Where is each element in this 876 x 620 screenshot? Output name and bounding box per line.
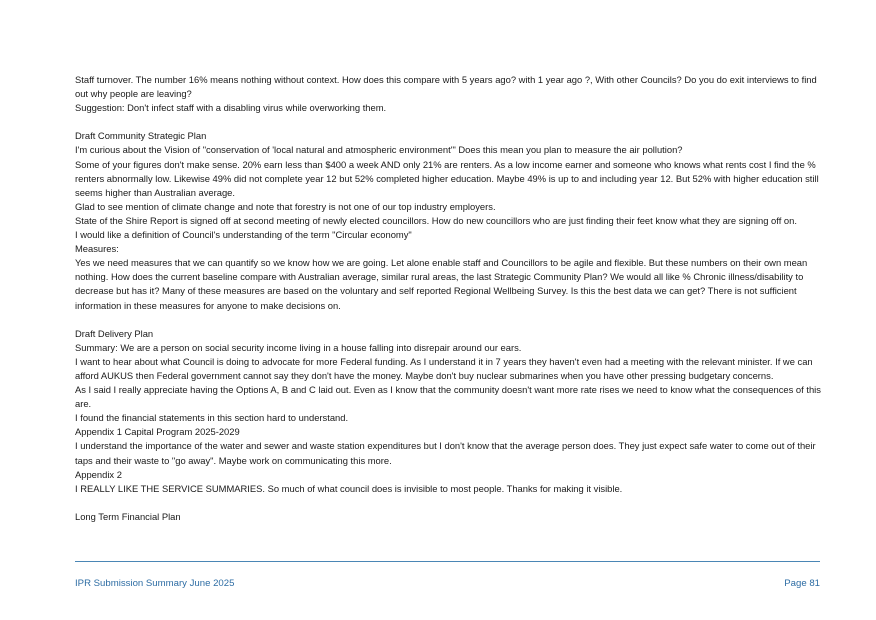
heading-community-strategic-plan: Draft Community Strategic Plan	[75, 130, 207, 142]
paragraph-financial-statements: I found the financial statements in this section hard to understand.	[75, 412, 349, 424]
paragraph-options: As I said I really appreciate having the Options A, B and C laid out. Even as I know that the community doesn't want more rate rises we need to know what the consequences of this are.	[75, 384, 821, 410]
heading-delivery-plan: Draft Delivery Plan	[75, 327, 154, 339]
paragraph-service-summaries: I REALLY LIKE THE SERVICE SUMMARIES. So much of what council does is invisible to most people. Thanks for making it visible.	[75, 482, 623, 494]
footer-document-title: IPR Submission Summary June 2025	[75, 578, 235, 589]
paragraph-suggestion: Suggestion: Don't infect staff with a disabling virus while overworking them.	[75, 102, 387, 114]
heading-appendix-2: Appendix 2	[75, 468, 122, 480]
footer-page-number: Page 81	[784, 578, 820, 589]
heading-measures: Measures:	[75, 243, 119, 255]
document-body	[75, 73, 821, 524]
heading-long-term-financial-plan: Long Term Financial Plan	[75, 510, 181, 522]
paragraph-vision: I'm curious about the Vision of "conservation of 'local natural and atmospheric environment'" Does this mean you plan to measure the air pollution?	[75, 144, 683, 156]
footer-divider	[75, 561, 820, 562]
paragraph-measures: Yes we need measures that we can quantify so we know how we are going. Let alone enable staff and Councillors to be agile and flexible. But these numbers on their own mean nothing. How does the current baseline compare with Australian average, similar rural areas, the last Strategic Community Plan? We would all like % Chronic illness/disability to decrease but has it? Many of these measures are based on the voluntary and self reported Regional Wellbeing Survey. Is this the best data we can get? There is not sufficient information in these measures for anyone to make decisions on.	[75, 257, 808, 311]
paragraph-climate: Glad to see mention of climate change and note that forestry is not one of our top industry employers.	[75, 200, 496, 212]
paragraph-circular-economy: I would like a definition of Council's understanding of the term "Circular economy"	[75, 229, 412, 241]
paragraph-summary: Summary: We are a person on social security income living in a house falling into disrepair around our ears.	[75, 341, 522, 353]
paragraph-shire-report: State of the Shire Report is signed off at second meeting of newly elected councillors. How do new councillors who are just finding their feet know what they are signing off on.	[75, 214, 797, 226]
blank-line	[75, 313, 821, 327]
paragraph-water-sewer: I understand the importance of the water and sewer and waste station expenditures but I don't know that the average person does. They just expect safe water to come out of their taps and their waste to "go away". Maybe work on communicating this more.	[75, 440, 816, 466]
paragraph-federal-funding: I want to hear about what Council is doing to advocate for more Federal funding. As I understand it in 7 years they haven't even had a meeting with the relevant minister. If we can afford AUKUS then Federal government cannot say they don't have the money. Maybe don't buy nuclear submarines when you have other pressing budgetary concerns.	[75, 355, 813, 381]
paragraph-figures: Some of your figures don't make sense. 20% earn less than $400 a week AND only 21% are renters. As a low income earner and someone who knows what rents cost I find the % renters abnormally low. Likewise 49% did not complete year 12 but 52% completed higher education. Maybe 49% is up to and including year 12. But 52% with higher education still seems higher than Australian average.	[75, 158, 819, 198]
blank-line	[75, 496, 821, 510]
blank-line	[75, 115, 821, 129]
heading-appendix-1: Appendix 1 Capital Program 2025-2029	[75, 426, 240, 438]
paragraph-staff-turnover: Staff turnover. The number 16% means nothing without context. How does this compare with 5 years ago? with 1 year ago ?, With other Councils? Do you do exit interviews to find out why people are leaving?	[75, 74, 817, 100]
